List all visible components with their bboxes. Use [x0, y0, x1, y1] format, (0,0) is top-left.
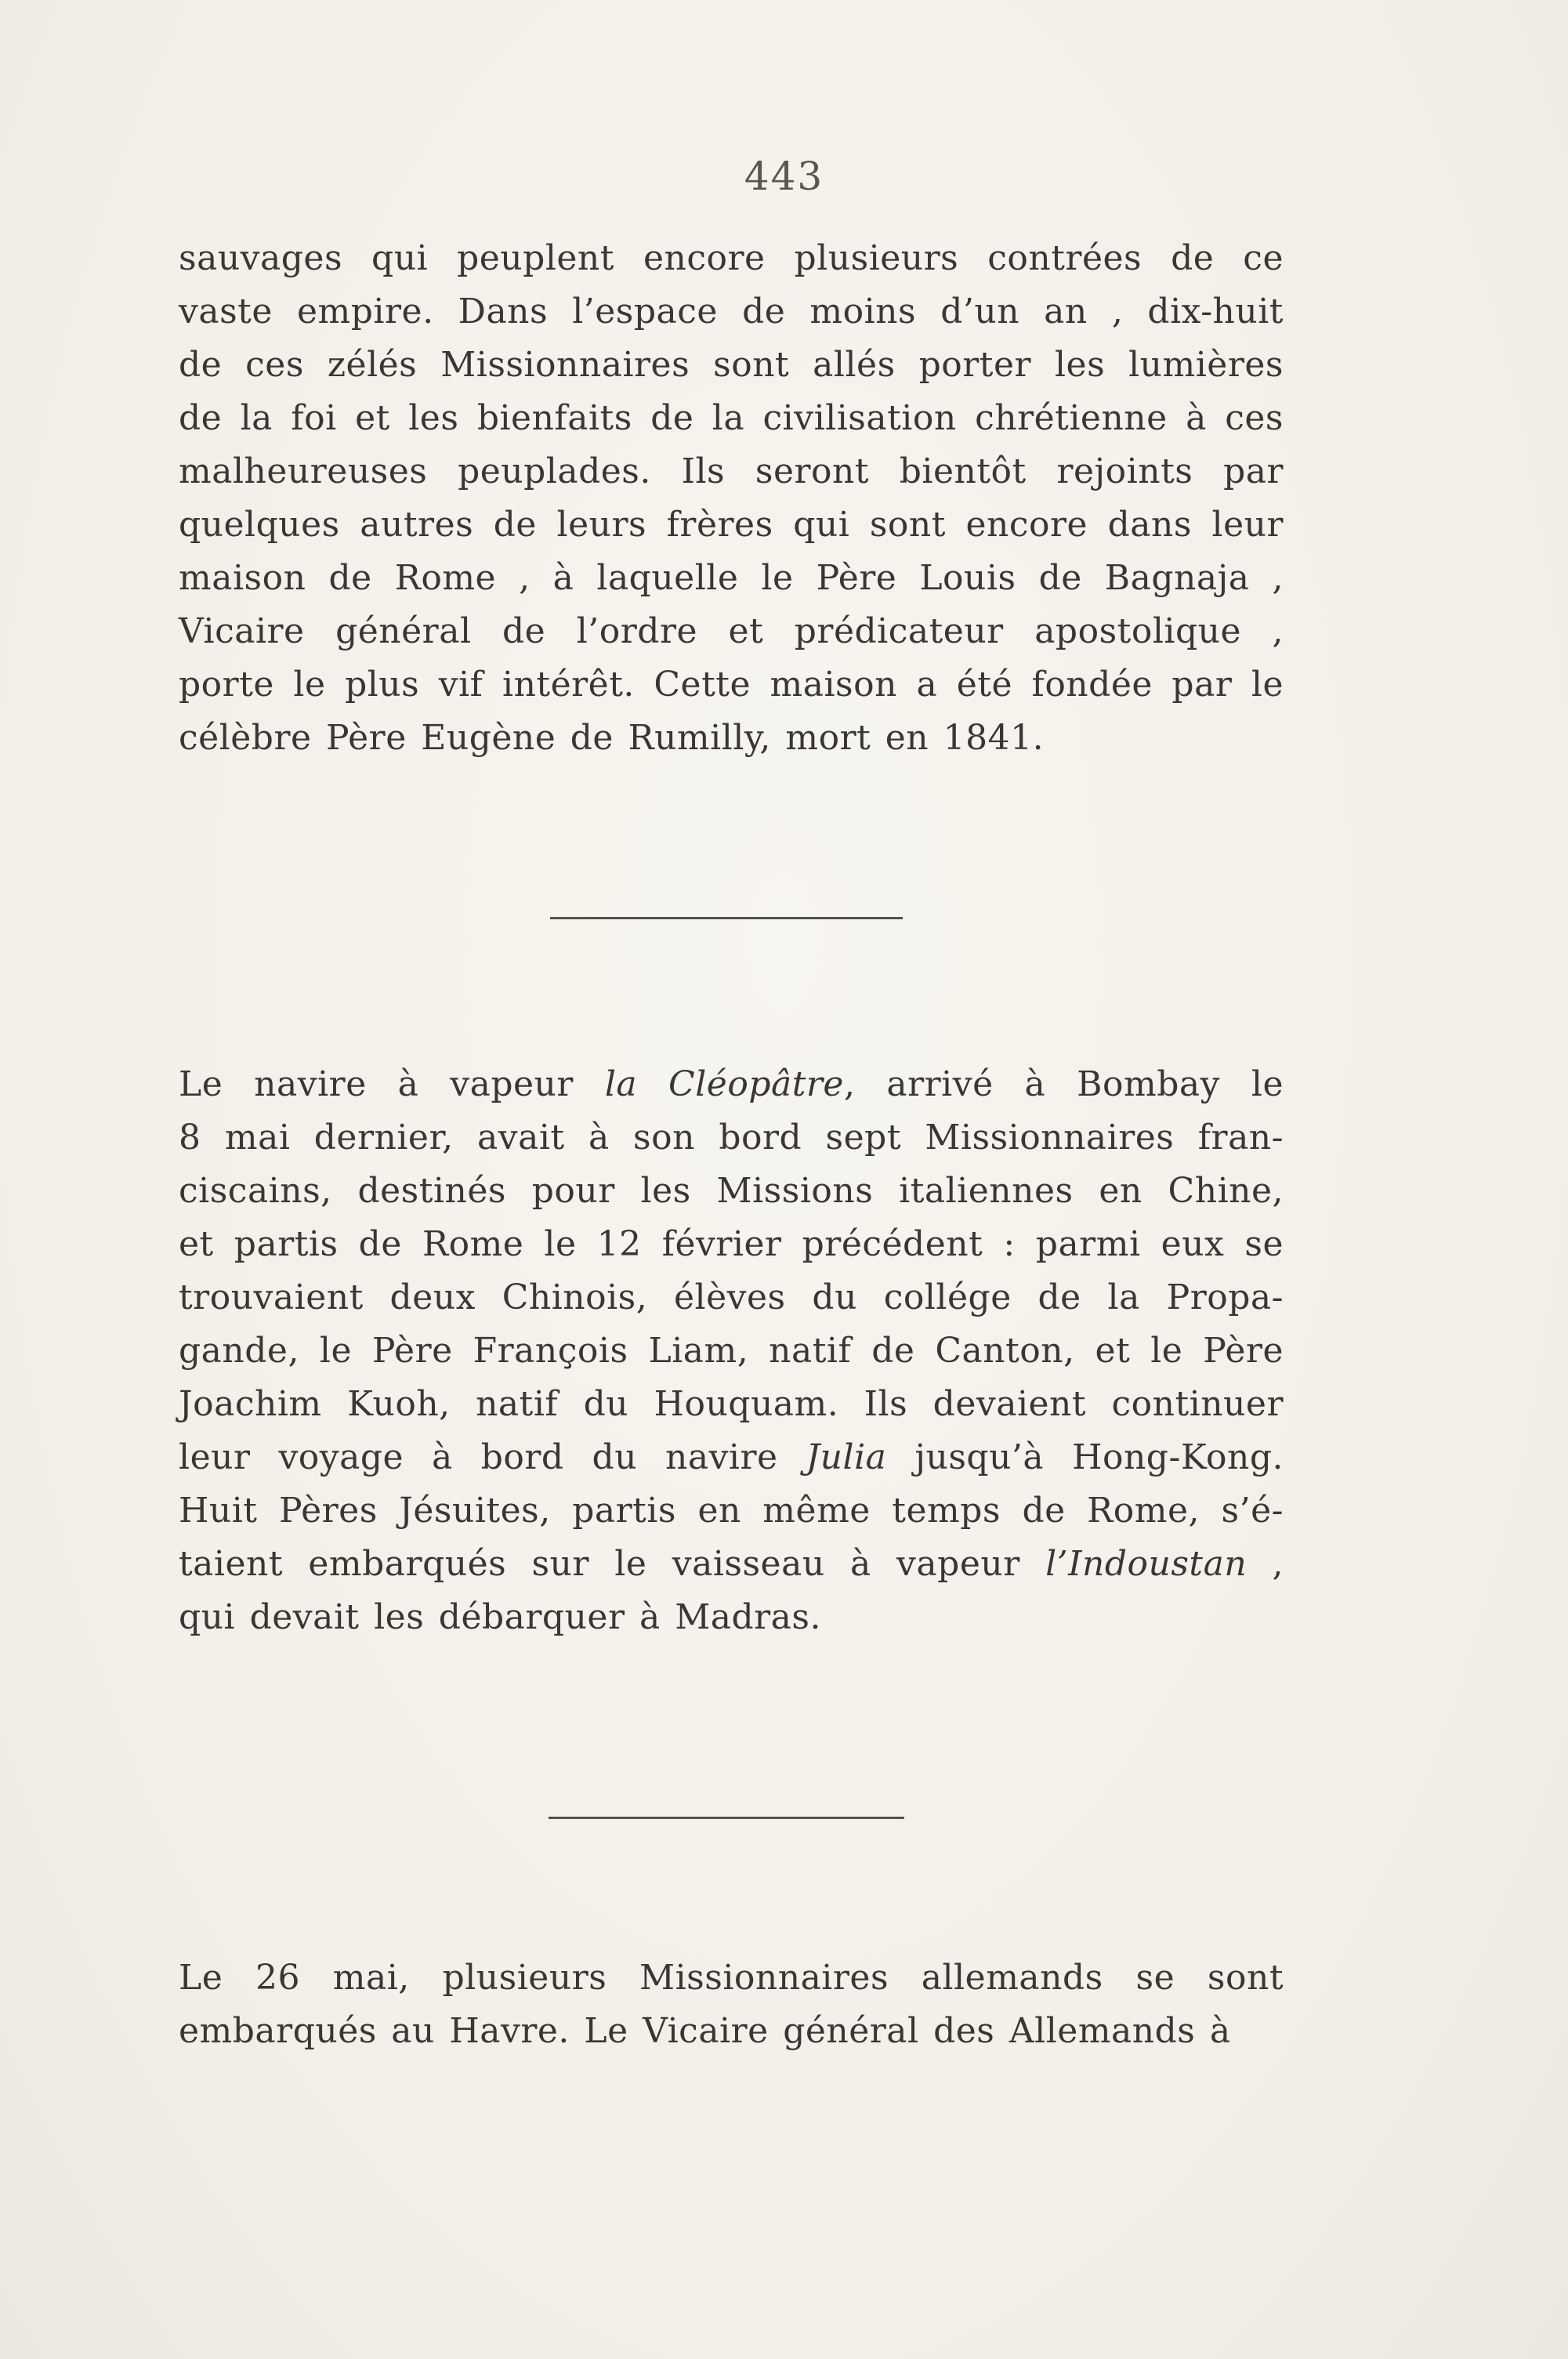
paragraph-continuation — [179, 232, 1284, 765]
italic-title: Julia — [806, 1437, 887, 1477]
text-line: embarqués au Havre. Le Vicaire général des Allemands à — [179, 2011, 1231, 2051]
text-line: et partis de Rome le 12 février précédent : parmi eux se — [179, 1224, 1284, 1264]
text-line — [179, 1538, 1284, 1591]
text-line — [179, 1431, 1284, 1484]
italic-title: l’Indoustan — [1045, 1544, 1248, 1584]
text-line: malheureuses peuplades. Ils seront bientôt rejoints par — [179, 451, 1284, 491]
text-line: ciscains, destinés pour les Missions italiennes en Chine, — [179, 1171, 1284, 1211]
italic-title: la Cléopâtre — [604, 1064, 844, 1104]
text-segment: leur voyage à bord du navire — [179, 1437, 806, 1477]
text-line: quelques autres de leurs frères qui sont encore dans leur — [179, 505, 1284, 545]
text-segment: jusqu’à Hong-Kong. — [886, 1437, 1284, 1477]
text-segment: , — [1247, 1544, 1284, 1584]
text-line: 8 mai dernier, avait à son bord sept Missionnaires fran- — [179, 1118, 1284, 1158]
text-line: vaste empire. Dans l’espace de moins d’un an , dix-huit — [179, 292, 1284, 332]
text-segment: , arrivé à Bombay le — [843, 1064, 1284, 1104]
text-line: Joachim Kuoh, natif du Houquam. Ils devaient continuer — [179, 1384, 1284, 1424]
section-divider — [550, 917, 903, 919]
text-line: Huit Pères Jésuites, partis en même temps de Rome, s’é- — [179, 1491, 1284, 1531]
text-line: sauvages qui peuplent encore plusieurs contrées de ce — [179, 238, 1284, 278]
paragraph-havre — [179, 1951, 1284, 2058]
text-line: Vicaire général de l’ordre et prédicateur apostolique , — [179, 611, 1284, 651]
text-line: de la foi et les bienfaits de la civilisation chrétienne à ces — [179, 398, 1284, 438]
text-line: maison de Rome , à laquelle le Père Louis de Bagnaja , — [179, 558, 1284, 598]
text-line: qui devait les débarquer à Madras. — [179, 1597, 821, 1637]
text-line — [179, 1058, 1284, 1111]
text-line: Le 26 mai, plusieurs Missionnaires allemands se sont — [179, 1958, 1284, 1998]
text-line: célèbre Père Eugène de Rumilly, mort en 1841. — [179, 718, 1045, 758]
paragraph-cleopatre — [179, 1058, 1284, 1644]
text-segment: Le navire à vapeur — [179, 1064, 605, 1104]
text-line: de ces zélés Missionnaires sont allés porter les lumières — [179, 345, 1284, 385]
section-divider — [549, 1817, 904, 1819]
text-line: gande, le Père François Liam, natif de Canton, et le Père — [179, 1331, 1284, 1371]
text-segment: taient embarqués sur le vaisseau à vapeur — [179, 1544, 1046, 1584]
text-line: trouvaient deux Chinois, élèves du collége de la Propa- — [179, 1277, 1284, 1317]
text-line: porte le plus vif intérêt. Cette maison a été fondée par le — [179, 665, 1284, 705]
page-number: 443 — [744, 154, 824, 199]
